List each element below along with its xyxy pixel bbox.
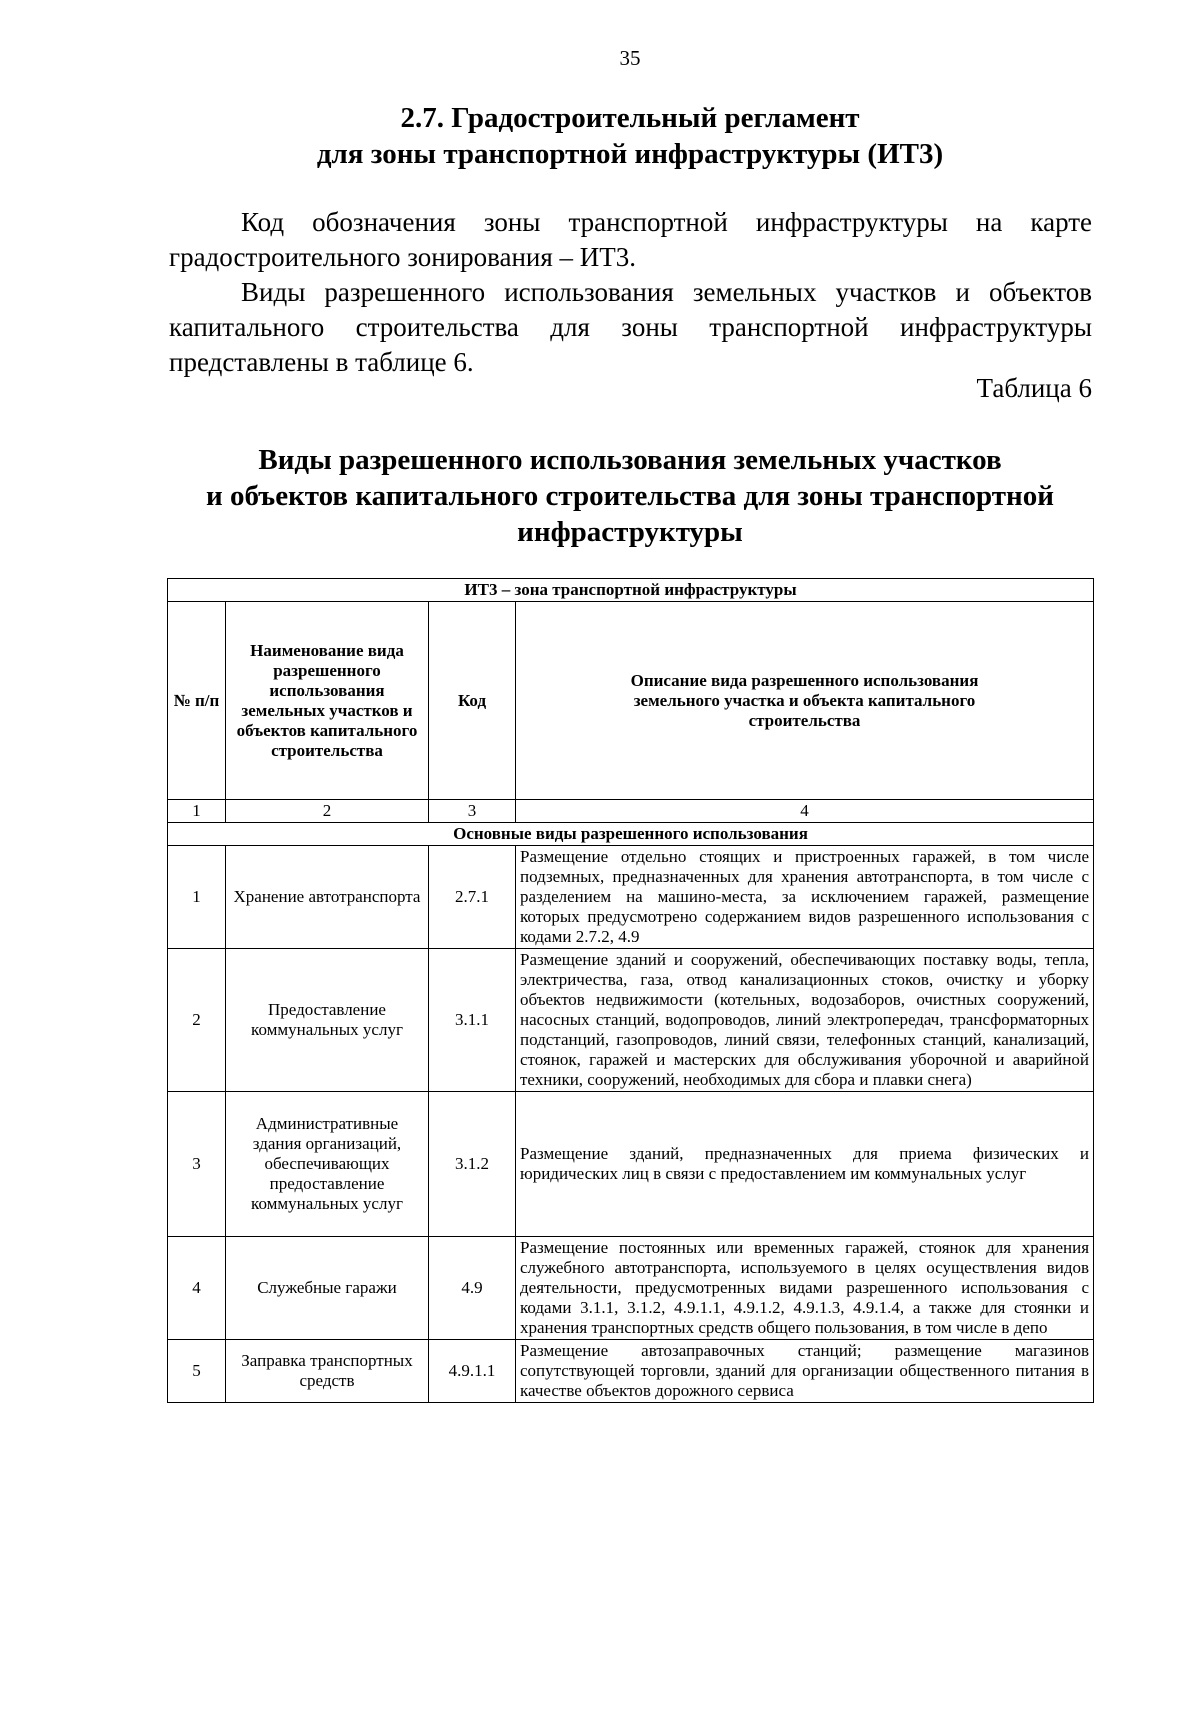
section-title (160, 100, 1100, 172)
table-row (168, 1237, 1094, 1340)
row-description: Размещение постоянных или временных гаражей, стоянок для хранения служебного автотранспорта, используемого в целях осуществления видов деятельности, предусмотренных видами разрешенного использования с кодами 3.1.1, 3.1.2, 4.9.1.1, 4.9.1.2, 4.9.1.3, 4.9.1.4, а также для стоянки и хранения транспортных средств общего пользования, в том числе в депо (516, 1237, 1094, 1340)
column-number: 1 (168, 800, 226, 823)
column-number-row (168, 800, 1094, 823)
column-number: 3 (429, 800, 516, 823)
table-title (160, 442, 1100, 550)
row-name: Административные здания организаций, обеспечивающих предоставление коммунальных услуг (226, 1092, 429, 1237)
table-caption: Таблица 6 (976, 373, 1092, 403)
row-number: 2 (168, 949, 226, 1092)
column-number: 2 (226, 800, 429, 823)
table-title-line: Виды разрешенного использования земельных участков (258, 444, 1002, 476)
row-description: Размещение отдельно стоящих и пристроенных гаражей, в том числе подземных, предназначенных для хранения автотранспорта, в том числе с разделением на машино-места, за исключением гаражей, размещение которых предусмотрено содержанием видов разрешенного использования с кодами 2.7.2, 4.9 (516, 846, 1094, 949)
intro-paragraph: Виды разрешенного использования земельных участков и объектов капитального строительства для зоны транспортной инфраструктуры представлены в таблице 6. (169, 277, 1092, 377)
row-name: Заправка транспортных средств (226, 1340, 429, 1403)
row-description: Размещение зданий и сооружений, обеспечивающих поставку воды, тепла, электричества, газа, отвод канализационных стоков, очистку и уборку объектов недвижимости (котельных, водозаборов, очистных сооружений, насосных станций, водопроводов, линий электропередач, трансформаторных подстанций, газопроводов, линий связи, телефонных станций, канализаций, стоянок, гаражей и мастерских для обслуживания уборочной и аварийной техники, сооружений, необходимых для сбора и плавки снега) (516, 949, 1094, 1092)
group-header: Основные виды разрешенного использования (168, 823, 1094, 846)
row-code: 2.7.1 (429, 846, 516, 949)
row-description: Размещение автозаправочных станций; размещение магазинов сопутствующей торговли, зданий для организации общественного питания в качестве объектов дорожного сервиса (516, 1340, 1094, 1403)
zone-header-row (168, 579, 1094, 602)
row-name: Хранение автотранспорта (226, 846, 429, 949)
page-number: 35 (619, 46, 641, 70)
column-number: 4 (516, 800, 1094, 823)
column-header-name: Наименование вида разрешенного использования земельных участков и объектов капитального строительства (226, 602, 429, 800)
row-name: Служебные гаражи (226, 1237, 429, 1340)
table-row (168, 846, 1094, 949)
row-code: 4.9 (429, 1237, 516, 1340)
row-number: 4 (168, 1237, 226, 1340)
table-title-line: и объектов капитального строительства для зоны транспортной (206, 480, 1054, 512)
zone-header: ИТ3 – зона транспортной инфраструктуры (168, 579, 1094, 602)
row-name: Предоставление коммунальных услуг (226, 949, 429, 1092)
column-header-number: № п/п (168, 602, 226, 800)
row-code: 3.1.1 (429, 949, 516, 1092)
column-header-code: Код (429, 602, 516, 800)
table-row (168, 949, 1094, 1092)
column-header-description: Описание вида разрешенного использования земельного участка и объекта капитального строительства (516, 602, 1094, 800)
row-description: Размещение зданий, предназначенных для приема физических и юридических лиц в связи с предоставлением им коммунальных услуг (516, 1092, 1094, 1237)
intro-paragraph: Код обозначения зоны транспортной инфраструктуры на карте градостроительного зонирования – ИТ3. (169, 207, 1092, 272)
table-row (168, 1340, 1094, 1403)
row-code: 3.1.2 (429, 1092, 516, 1237)
table-title-line: инфраструктуры (517, 516, 743, 548)
land-use-table (167, 578, 1094, 1403)
row-number: 3 (168, 1092, 226, 1237)
row-number: 5 (168, 1340, 226, 1403)
row-number: 1 (168, 846, 226, 949)
table-row (168, 1092, 1094, 1237)
row-code: 4.9.1.1 (429, 1340, 516, 1403)
section-title-line: для зоны транспортной инфраструктуры (ИТ3) (316, 138, 944, 170)
group-header-row (168, 823, 1094, 846)
section-title-line: 2.7. Градостроительный регламент (400, 102, 860, 134)
intro-text (169, 205, 1092, 380)
column-header-row (168, 602, 1094, 800)
